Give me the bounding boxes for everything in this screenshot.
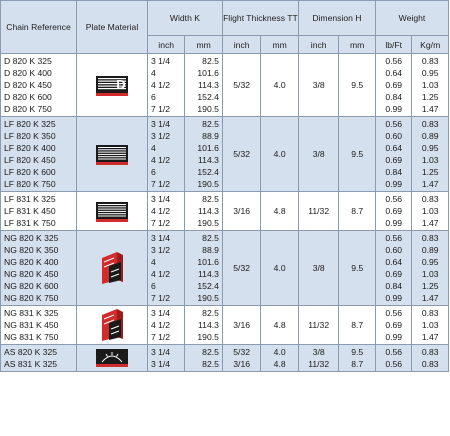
lf-plate-icon — [77, 198, 147, 224]
width-mm-value: 82.5 — [202, 56, 219, 66]
ng-plate-icon — [77, 307, 147, 343]
header-unit-lbft: lb/Ft — [375, 36, 411, 54]
width-in-value: 4 1/2 — [150, 269, 171, 279]
kgm-value: 0.83 — [421, 359, 439, 369]
table-row — [1, 54, 449, 117]
width-in-value: 4 1/2 — [150, 320, 171, 330]
refs-value: LF 831 K 325 — [4, 194, 56, 204]
lbft-value: 0.99 — [385, 293, 403, 303]
kgm-value: 0.83 — [421, 308, 439, 318]
header-flight-thickness: Flight Thickness TT — [222, 1, 298, 36]
lbft-value: 0.56 — [385, 119, 403, 129]
refs-value: LF 820 K 750 — [4, 179, 56, 189]
plate-material-cell — [77, 345, 148, 372]
width-mm-value: 82.5 — [202, 308, 219, 318]
refs-value: D 820 K 750 — [4, 104, 52, 114]
header-plate-material: Plate Material — [77, 1, 148, 54]
width-mm-value: 190.5 — [197, 293, 219, 303]
width-in-value: 3 1/4 — [150, 56, 171, 66]
width-mm-value: 190.5 — [197, 179, 219, 189]
lbft-value: 0.84 — [385, 281, 403, 291]
refs-value: NG 820 K 400 — [4, 257, 59, 267]
lbft-value: 0.69 — [385, 155, 403, 165]
kgm-value: 1.25 — [421, 92, 439, 102]
h-mm-value: 9.5 — [339, 231, 376, 306]
refs-value: LF 820 K 400 — [4, 143, 56, 153]
kgm-value: 1.03 — [421, 80, 439, 90]
h-mm-value: 9.5 — [339, 54, 376, 117]
lbft-value: 0.64 — [385, 143, 403, 153]
width-mm-value: 101.6 — [197, 68, 219, 78]
kgm-value: 0.89 — [421, 245, 439, 255]
lbft-value: 0.99 — [385, 218, 403, 228]
width-in-value: 3 1/4 — [150, 194, 171, 204]
chain-reference-cell — [1, 54, 77, 117]
header-unit-mm: mm — [185, 36, 222, 54]
kgm-value: 0.83 — [421, 347, 439, 357]
tt-mm-value: 4.0 — [261, 117, 299, 192]
width-mm-value: 82.5 — [202, 119, 219, 129]
lbft-value: 0.69 — [385, 206, 403, 216]
header-weight: Weight — [375, 1, 448, 36]
kgm-value: 1.47 — [421, 218, 439, 228]
width-in-value: 3 1/4 — [150, 347, 171, 357]
width-in-value: 7 1/2 — [150, 218, 171, 228]
lbft-value: 0.84 — [385, 167, 403, 177]
lbft-value: 0.56 — [385, 359, 403, 369]
tt-mm-value: 4.0 — [273, 347, 286, 357]
kgm-value: 1.47 — [421, 293, 439, 303]
width-in-value: 7 1/2 — [150, 332, 171, 342]
lbft-value: 0.60 — [385, 131, 403, 141]
h-in-value: 3/8 — [298, 117, 339, 192]
refs-value: NG 820 K 325 — [4, 233, 59, 243]
kgm-value: 0.83 — [421, 233, 439, 243]
lbft-value: 0.56 — [385, 233, 403, 243]
lf-plate-icon — [77, 141, 147, 167]
tt-mm-value: 4.0 — [261, 231, 299, 306]
width-mm-value: 82.5 — [202, 233, 219, 243]
plate-material-cell — [77, 117, 148, 192]
refs-value: LF 820 K 600 — [4, 167, 56, 177]
width-mm-value: 114.3 — [198, 80, 219, 90]
refs-value: LF 820 K 325 — [4, 119, 56, 129]
width-mm-value: 190.5 — [197, 218, 219, 228]
width-mm-value: 190.5 — [197, 332, 219, 342]
chain-reference-cell — [1, 345, 77, 372]
lbft-value: 0.99 — [385, 104, 403, 114]
plate-material-cell — [77, 231, 148, 306]
h-in-value: 11/32 — [298, 192, 339, 231]
width-mm-value: 114.3 — [198, 320, 219, 330]
kgm-value: 0.95 — [421, 257, 439, 267]
width-in-value: 3 1/4 — [150, 308, 171, 318]
refs-value: D 820 K 325 — [4, 56, 52, 66]
width-in-value: 4 1/2 — [150, 80, 171, 90]
lbft-value: 0.64 — [385, 257, 403, 267]
refs-value: NG 820 K 450 — [4, 269, 59, 279]
width-mm-value: 190.5 — [197, 104, 219, 114]
h-mm-value: 9.5 — [339, 117, 376, 192]
table-row — [1, 192, 449, 231]
width-in-value: 4 — [150, 257, 156, 267]
header-unit-inch: inch — [222, 36, 261, 54]
kgm-value: 1.47 — [421, 104, 439, 114]
lbft-value: 0.69 — [385, 320, 403, 330]
kgm-value: 0.83 — [421, 119, 439, 129]
width-in-value: 3 1/2 — [150, 245, 171, 255]
header-width: Width K — [147, 1, 222, 36]
tt-in-value: 5/32 — [222, 231, 261, 306]
width-in-value: 3 1/2 — [150, 131, 171, 141]
width-in-value: 6 — [150, 92, 156, 102]
width-mm-value: 82.5 — [202, 359, 219, 369]
width-mm-value: 152.4 — [197, 281, 219, 291]
width-in-value: 3 1/4 — [150, 359, 171, 369]
h-mm-value: 9.5 — [351, 347, 364, 357]
width-mm-value: 82.5 — [202, 194, 219, 204]
h-mm-value: 8.7 — [339, 192, 376, 231]
width-in-value: 3 1/4 — [150, 233, 171, 243]
h-mm-value: 8.7 — [351, 359, 364, 369]
kgm-value: 1.03 — [421, 206, 439, 216]
tt-mm-value: 4.8 — [261, 192, 299, 231]
tt-in-value: 3/16 — [233, 359, 251, 369]
h-in-value: 11/32 — [308, 359, 330, 369]
refs-value: LF 820 K 450 — [4, 155, 56, 165]
tt-in-value: 3/16 — [222, 192, 261, 231]
kgm-value: 0.95 — [421, 143, 439, 153]
lbft-value: 0.56 — [385, 56, 403, 66]
kgm-value: 0.83 — [421, 194, 439, 204]
header-unit-inch: inch — [147, 36, 184, 54]
width-mm-value: 114.3 — [198, 206, 219, 216]
refs-value: D 820 K 400 — [4, 68, 52, 78]
kgm-value: 1.03 — [421, 155, 439, 165]
lbft-value: 0.99 — [385, 332, 403, 342]
refs-value: LF 820 K 350 — [4, 131, 56, 141]
lbft-value: 0.60 — [385, 245, 403, 255]
chain-reference-cell — [1, 192, 77, 231]
width-mm-value: 114.3 — [198, 269, 219, 279]
width-mm-value: 152.4 — [197, 167, 219, 177]
tt-in-value: 5/32 — [222, 54, 261, 117]
width-in-value: 7 1/2 — [150, 293, 171, 303]
refs-value: LF 831 K 450 — [4, 206, 56, 216]
refs-value: D 820 K 450 — [4, 80, 52, 90]
h-in-value: 3/8 — [298, 231, 339, 306]
width-in-value: 4 — [150, 143, 156, 153]
width-mm-value: 82.5 — [202, 347, 219, 357]
lbft-value: 0.64 — [385, 68, 403, 78]
lbft-value: 0.69 — [385, 269, 403, 279]
width-mm-value: 152.4 — [197, 92, 219, 102]
refs-value: D 820 K 600 — [4, 92, 52, 102]
refs-value: NG 820 K 600 — [4, 281, 59, 291]
as-plate-icon — [77, 346, 147, 370]
kgm-value: 1.03 — [421, 320, 439, 330]
plate-material-cell — [77, 306, 148, 345]
table-row — [1, 345, 449, 372]
lbft-value: 0.99 — [385, 179, 403, 189]
tt-in-value: 3/16 — [222, 306, 261, 345]
h-in-value: 11/32 — [298, 306, 339, 345]
kgm-value: 1.47 — [421, 179, 439, 189]
header-unit-mm: mm — [339, 36, 376, 54]
h-in-value: 3/8 — [312, 347, 325, 357]
kgm-value: 1.25 — [421, 281, 439, 291]
header-unit-inch: inch — [298, 36, 339, 54]
width-mm-value: 114.3 — [198, 155, 219, 165]
refs-value: NG 831 K 450 — [4, 320, 59, 330]
refs-value: NG 820 K 750 — [4, 293, 59, 303]
width-in-value: 4 — [150, 68, 156, 78]
width-mm-value: 101.6 — [197, 143, 219, 153]
refs-value: AS 831 K 325 — [4, 359, 58, 369]
h-mm-value: 8.7 — [339, 306, 376, 345]
width-in-value: 6 — [150, 281, 156, 291]
table-row — [1, 306, 449, 345]
width-in-value: 7 1/2 — [150, 179, 171, 189]
tt-in-value: 5/32 — [222, 117, 261, 192]
width-mm-value: 88.9 — [202, 131, 219, 141]
refs-value: NG 831 K 325 — [4, 308, 59, 318]
kgm-value: 0.89 — [421, 131, 439, 141]
refs-value: NG 820 K 350 — [4, 245, 59, 255]
header-unit-mm: mm — [261, 36, 299, 54]
d-plate-icon — [77, 72, 147, 98]
header-unit-kgm: Kg/m — [412, 36, 449, 54]
table-row — [1, 231, 449, 306]
width-in-value: 4 1/2 — [150, 206, 171, 216]
lbft-value: 0.84 — [385, 92, 403, 102]
kgm-value: 1.25 — [421, 167, 439, 177]
kgm-value: 1.03 — [421, 269, 439, 279]
lbft-value: 0.56 — [385, 194, 403, 204]
width-in-value: 3 1/4 — [150, 119, 171, 129]
plate-material-cell — [77, 54, 148, 117]
svg-text:D: D — [116, 77, 126, 92]
width-mm-value: 88.9 — [202, 245, 219, 255]
width-in-value: 7 1/2 — [150, 104, 171, 114]
chain-reference-cell — [1, 117, 77, 192]
chain-reference-cell — [1, 306, 77, 345]
kgm-value: 0.95 — [421, 68, 439, 78]
kgm-value: 1.47 — [421, 332, 439, 342]
width-mm-value: 101.6 — [197, 257, 219, 267]
header-chain-reference: Chain Reference — [1, 1, 77, 54]
tt-mm-value: 4.8 — [261, 306, 299, 345]
plate-material-cell — [77, 192, 148, 231]
tt-mm-value: 4.8 — [273, 359, 286, 369]
h-in-value: 3/8 — [298, 54, 339, 117]
lbft-value: 0.56 — [385, 347, 403, 357]
table-row — [1, 117, 449, 192]
tt-mm-value: 4.0 — [261, 54, 299, 117]
width-in-value: 4 1/2 — [150, 155, 171, 165]
ng-plate-icon — [77, 250, 147, 286]
header-dimension: Dimension H — [298, 1, 375, 36]
refs-value: NG 831 K 750 — [4, 332, 59, 342]
lbft-value: 0.56 — [385, 308, 403, 318]
refs-value: LF 831 K 750 — [4, 218, 56, 228]
tt-in-value: 5/32 — [233, 347, 251, 357]
width-in-value: 6 — [150, 167, 156, 177]
lbft-value: 0.69 — [385, 80, 403, 90]
kgm-value: 0.83 — [421, 56, 439, 66]
refs-value: AS 820 K 325 — [4, 347, 58, 357]
chain-reference-cell — [1, 231, 77, 306]
